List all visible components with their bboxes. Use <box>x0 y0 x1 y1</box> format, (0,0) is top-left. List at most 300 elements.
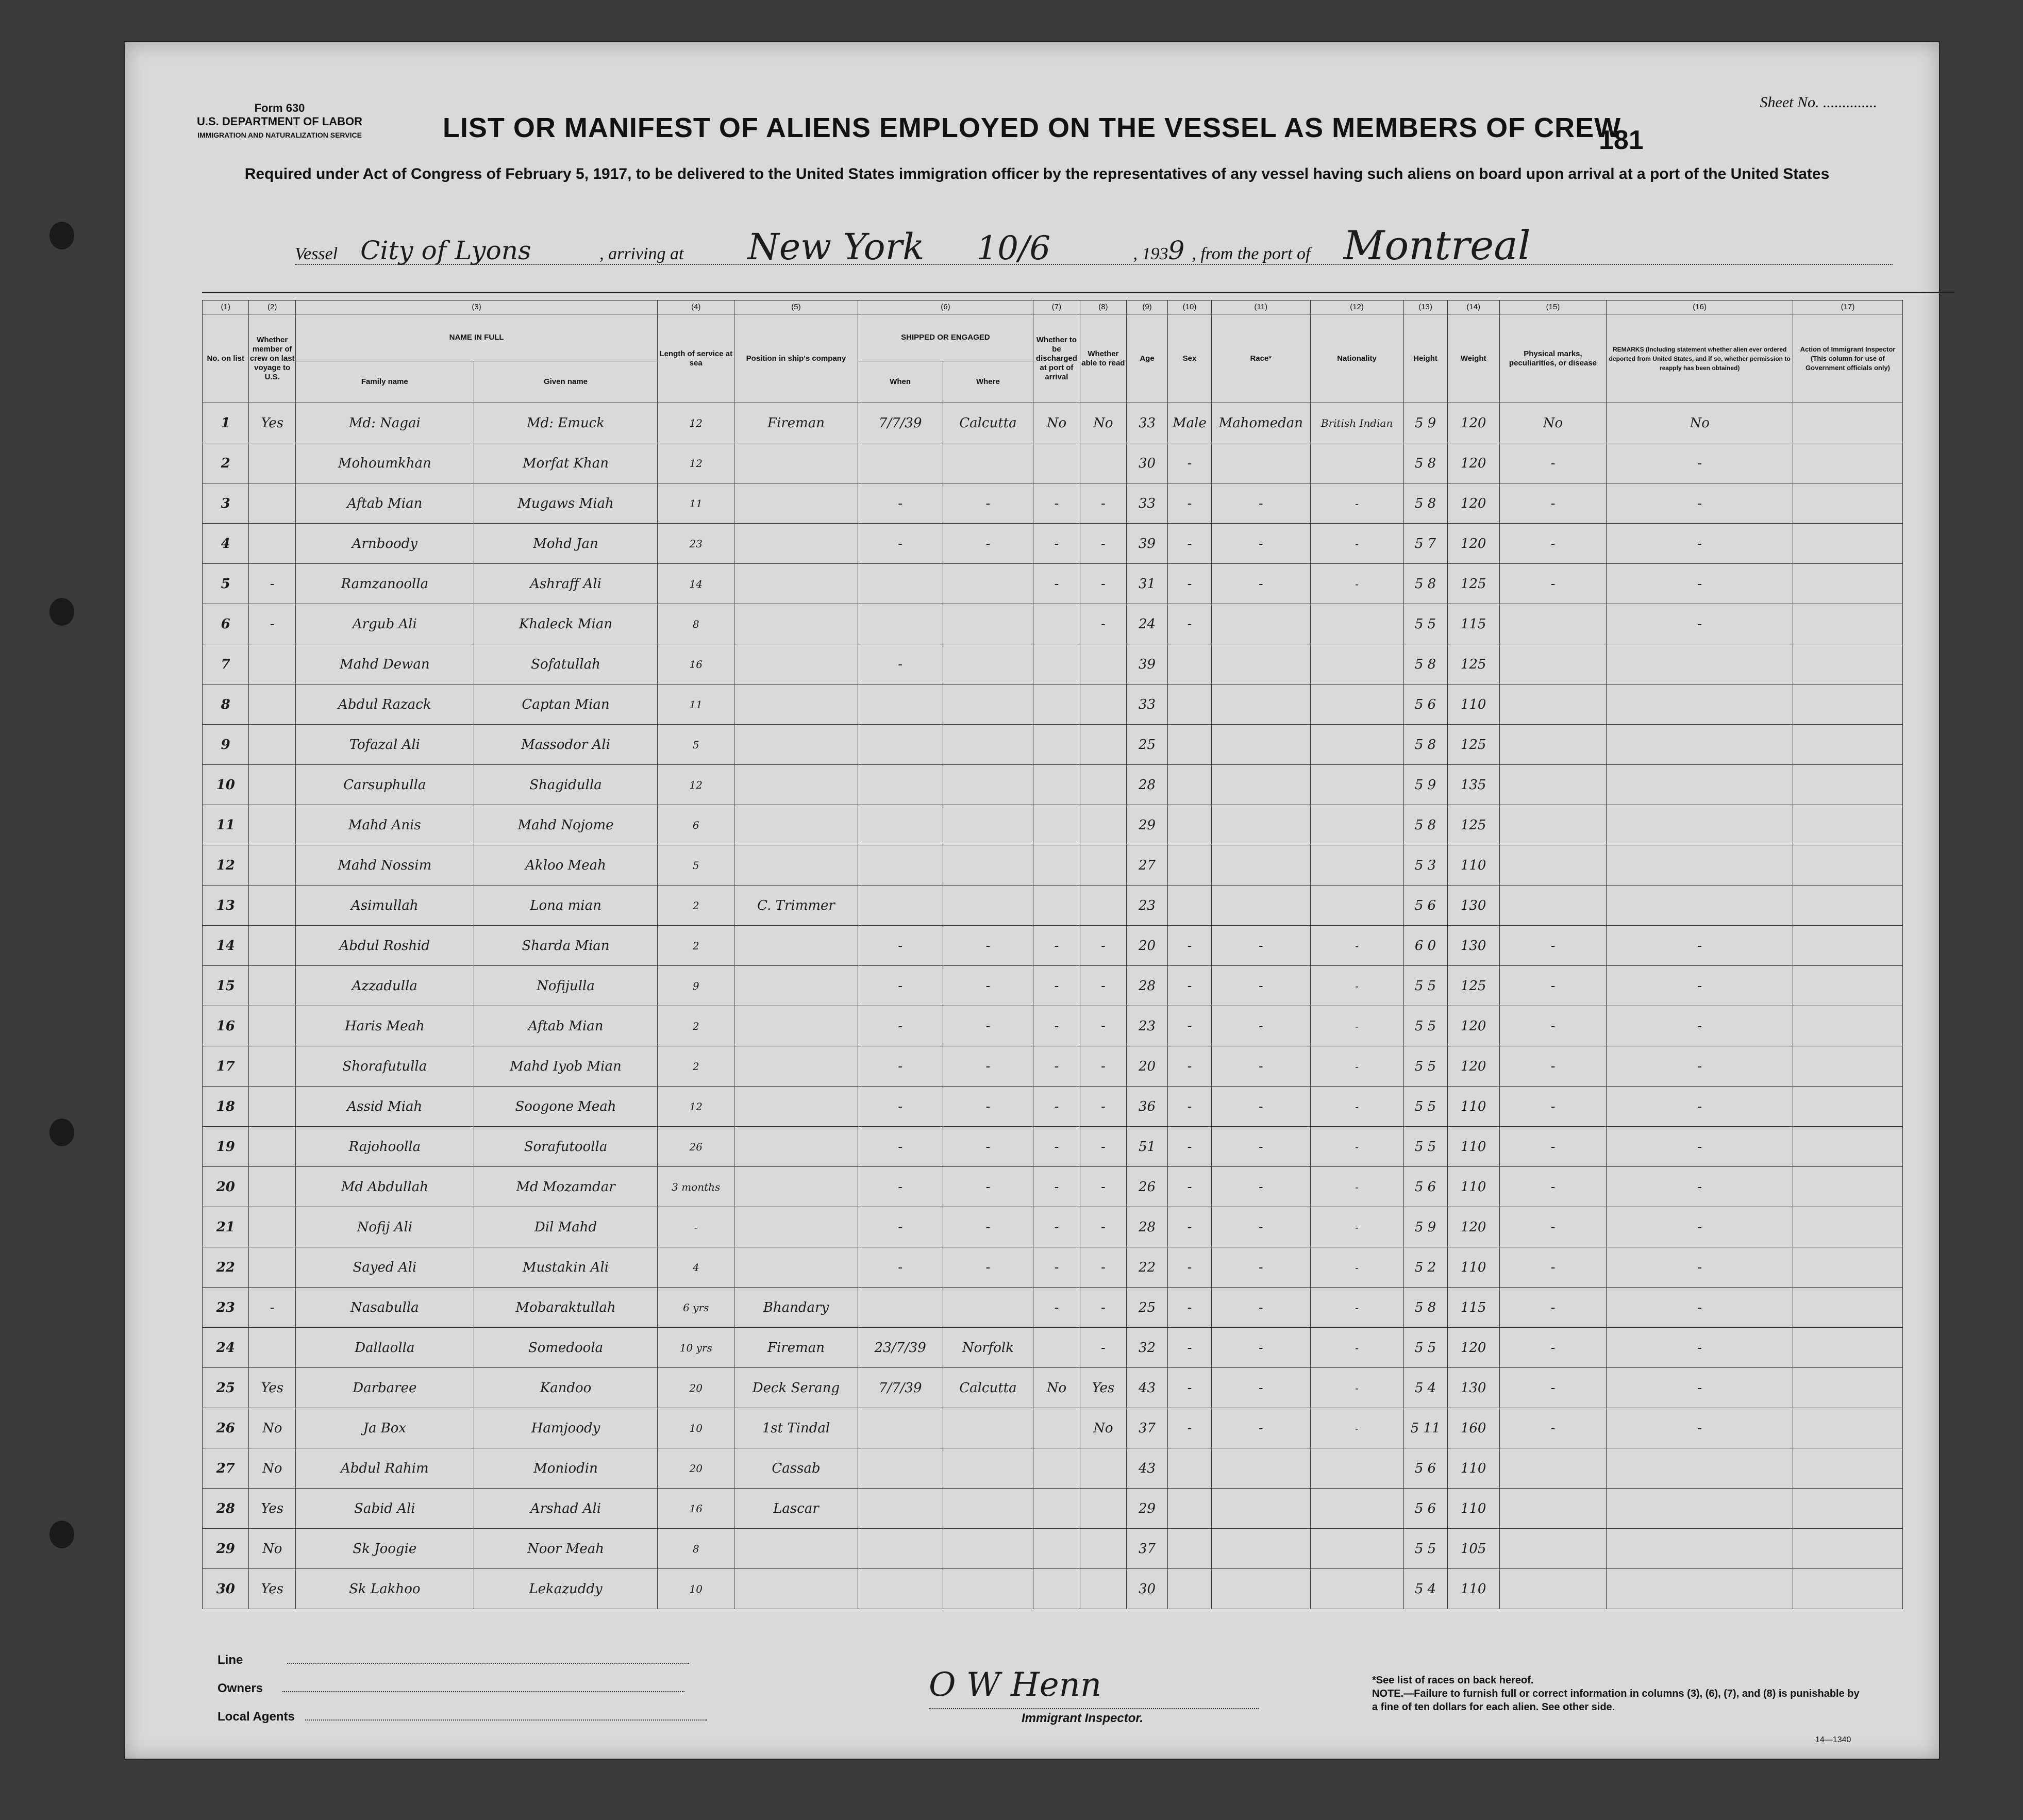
given-name-cell: Noor Meah <box>474 1529 658 1569</box>
table-row <box>203 1167 1903 1207</box>
physical-marks-cell: - <box>1499 1006 1607 1046</box>
binder-hole <box>49 1521 74 1548</box>
shipped-where-cell <box>943 564 1033 604</box>
weight-cell: 130 <box>1447 886 1499 926</box>
physical-marks-cell <box>1499 604 1607 644</box>
physical-marks-cell: - <box>1499 1368 1607 1408</box>
table-row <box>203 1006 1903 1046</box>
discharged-cell <box>1033 765 1080 805</box>
inspector-action-cell <box>1793 1046 1903 1087</box>
shipped-where-cell <box>943 1448 1033 1489</box>
weight-cell: 110 <box>1447 1167 1499 1207</box>
table-row <box>203 644 1903 684</box>
last-voyage-cell <box>249 443 295 483</box>
remarks-cell: - <box>1607 564 1793 604</box>
sex-cell: - <box>1167 1087 1211 1127</box>
discharged-cell <box>1033 725 1080 765</box>
family-name-cell: Sayed Ali <box>295 1247 474 1288</box>
header-inspector-action: Action of Immigrant Inspector (This column for use of Government officials only) <box>1793 314 1903 403</box>
shipped-when-cell <box>858 1288 943 1328</box>
nationality-cell <box>1310 725 1403 765</box>
shipped-where-cell: - <box>943 926 1033 966</box>
last-voyage-cell: No <box>249 1529 295 1569</box>
weight-cell: 110 <box>1447 845 1499 886</box>
remarks-cell: - <box>1607 1127 1793 1167</box>
race-cell <box>1212 765 1311 805</box>
able-to-read-cell: - <box>1080 1167 1126 1207</box>
inspector-action-cell <box>1793 765 1903 805</box>
length-of-service-cell: 12 <box>658 1087 734 1127</box>
remarks-cell <box>1607 644 1793 684</box>
discharged-cell: No <box>1033 1368 1080 1408</box>
row-number: 10 <box>203 765 249 805</box>
age-cell: 23 <box>1127 886 1168 926</box>
row-number: 21 <box>203 1207 249 1247</box>
family-name-cell: Nasabulla <box>295 1288 474 1328</box>
nationality-cell: - <box>1310 966 1403 1006</box>
shipped-where-cell <box>943 1569 1033 1609</box>
vessel-line <box>295 223 1893 269</box>
given-name-cell: Captan Mian <box>474 684 658 725</box>
weight-cell: 120 <box>1447 524 1499 564</box>
family-name-cell: Arnboody <box>295 524 474 564</box>
family-name-cell: Asimullah <box>295 886 474 926</box>
age-cell: 28 <box>1127 765 1168 805</box>
physical-marks-cell: - <box>1499 524 1607 564</box>
height-cell: 5 6 <box>1403 1448 1447 1489</box>
height-cell: 5 3 <box>1403 845 1447 886</box>
position-cell <box>734 1247 858 1288</box>
race-cell <box>1212 886 1311 926</box>
height-cell: 5 2 <box>1403 1247 1447 1288</box>
shipped-when-cell: - <box>858 1247 943 1288</box>
given-name-cell: Hamjoody <box>474 1408 658 1448</box>
header-name-in-full: NAME IN FULL <box>295 314 657 361</box>
shipped-when-cell <box>858 1489 943 1529</box>
row-number: 17 <box>203 1046 249 1087</box>
remarks-cell: - <box>1607 604 1793 644</box>
col-num-9: (9) <box>1127 300 1168 314</box>
col-num-8: (8) <box>1080 300 1126 314</box>
col-num-13: (13) <box>1403 300 1447 314</box>
race-cell: - <box>1212 1087 1311 1127</box>
header-race: Race* <box>1212 314 1311 403</box>
age-cell: 39 <box>1127 644 1168 684</box>
height-cell: 5 5 <box>1403 1046 1447 1087</box>
remarks-cell: - <box>1607 966 1793 1006</box>
departure-port: Montreal <box>1343 223 1531 269</box>
given-name-cell: Morfat Khan <box>474 443 658 483</box>
able-to-read-cell: - <box>1080 1328 1126 1368</box>
position-cell <box>734 483 858 524</box>
remarks-cell <box>1607 725 1793 765</box>
table-row <box>203 805 1903 845</box>
length-of-service-cell: 10 <box>658 1408 734 1448</box>
weight-cell: 120 <box>1447 1328 1499 1368</box>
race-cell: - <box>1212 1046 1311 1087</box>
age-cell: 29 <box>1127 1489 1168 1529</box>
stamp-number: 181 <box>1599 125 1644 155</box>
weight-cell: 110 <box>1447 1087 1499 1127</box>
sex-cell: - <box>1167 1046 1211 1087</box>
race-cell: Mahomedan <box>1212 403 1311 443</box>
inspector-action-cell <box>1793 1006 1903 1046</box>
owners-label: Owners <box>218 1681 263 1695</box>
shipped-where-cell: - <box>943 524 1033 564</box>
physical-marks-cell <box>1499 644 1607 684</box>
age-cell: 22 <box>1127 1247 1168 1288</box>
height-cell: 5 5 <box>1403 604 1447 644</box>
col-num-4: (4) <box>658 300 734 314</box>
remarks-cell <box>1607 1529 1793 1569</box>
shipped-where-cell <box>943 765 1033 805</box>
last-voyage-cell <box>249 966 295 1006</box>
family-name-cell: Azzadulla <box>295 966 474 1006</box>
able-to-read-cell: Yes <box>1080 1368 1126 1408</box>
crew-manifest-table <box>202 300 1903 1609</box>
position-cell <box>734 1569 858 1609</box>
last-voyage-cell: No <box>249 1448 295 1489</box>
sex-cell <box>1167 1489 1211 1529</box>
shipped-where-cell: Norfolk <box>943 1328 1033 1368</box>
row-number: 1 <box>203 403 249 443</box>
position-cell <box>734 644 858 684</box>
family-name-cell: Dallaolla <box>295 1328 474 1368</box>
sex-cell: - <box>1167 1328 1211 1368</box>
last-voyage-cell <box>249 1087 295 1127</box>
family-name-cell: Md: Nagai <box>295 403 474 443</box>
length-of-service-cell: 4 <box>658 1247 734 1288</box>
binder-hole <box>49 222 74 249</box>
position-cell: Fireman <box>734 403 858 443</box>
family-name-cell: Haris Meah <box>295 1006 474 1046</box>
row-number: 12 <box>203 845 249 886</box>
row-number: 7 <box>203 644 249 684</box>
discharged-cell <box>1033 1448 1080 1489</box>
position-cell: Deck Serang <box>734 1368 858 1408</box>
shipped-when-cell: - <box>858 1127 943 1167</box>
weight-cell: 125 <box>1447 644 1499 684</box>
year-digit: 9 <box>1168 236 1185 265</box>
remarks-cell: - <box>1607 443 1793 483</box>
age-cell: 31 <box>1127 564 1168 604</box>
shipped-where-cell: - <box>943 1127 1033 1167</box>
weight-cell: 120 <box>1447 1006 1499 1046</box>
nationality-cell: - <box>1310 483 1403 524</box>
agents-input-line <box>305 1719 707 1721</box>
col-num-1: (1) <box>203 300 249 314</box>
height-cell: 5 5 <box>1403 1328 1447 1368</box>
position-cell <box>734 1529 858 1569</box>
remarks-cell: - <box>1607 926 1793 966</box>
height-cell: 5 9 <box>1403 403 1447 443</box>
race-cell <box>1212 604 1311 644</box>
shipped-where-cell: - <box>943 483 1033 524</box>
physical-marks-cell: No <box>1499 403 1607 443</box>
discharged-cell <box>1033 845 1080 886</box>
header-sex: Sex <box>1167 314 1211 403</box>
race-cell <box>1212 1489 1311 1529</box>
physical-marks-cell: - <box>1499 926 1607 966</box>
row-number: 4 <box>203 524 249 564</box>
col-num-3: (3) <box>295 300 657 314</box>
height-cell: 5 6 <box>1403 886 1447 926</box>
position-cell: C. Trimmer <box>734 886 858 926</box>
weight-cell: 110 <box>1447 1247 1499 1288</box>
nationality-cell: - <box>1310 1167 1403 1207</box>
last-voyage-cell <box>249 1167 295 1207</box>
row-number: 5 <box>203 564 249 604</box>
nationality-cell: - <box>1310 1006 1403 1046</box>
discharged-cell <box>1033 644 1080 684</box>
physical-marks-cell: - <box>1499 966 1607 1006</box>
row-number: 24 <box>203 1328 249 1368</box>
given-name-cell: Soogone Meah <box>474 1087 658 1127</box>
shipped-where-cell <box>943 1489 1033 1529</box>
position-cell <box>734 805 858 845</box>
sex-cell <box>1167 765 1211 805</box>
col-num-11: (11) <box>1212 300 1311 314</box>
table-row <box>203 845 1903 886</box>
shipped-where-cell <box>943 845 1033 886</box>
discharged-cell: - <box>1033 1207 1080 1247</box>
able-to-read-cell: - <box>1080 1247 1126 1288</box>
length-of-service-cell: 26 <box>658 1127 734 1167</box>
table-row <box>203 1087 1903 1127</box>
given-name-cell: Lona mian <box>474 886 658 926</box>
binder-hole <box>49 598 74 626</box>
col-num-5: (5) <box>734 300 858 314</box>
family-name-cell: Shorafutulla <box>295 1046 474 1087</box>
height-cell: 5 9 <box>1403 1207 1447 1247</box>
given-name-cell: Mugaws Miah <box>474 483 658 524</box>
col-num-16: (16) <box>1607 300 1793 314</box>
discharged-cell: - <box>1033 1006 1080 1046</box>
race-cell: - <box>1212 1408 1311 1448</box>
nationality-cell <box>1310 765 1403 805</box>
row-number: 27 <box>203 1448 249 1489</box>
age-cell: 36 <box>1127 1087 1168 1127</box>
shipped-when-cell: - <box>858 1046 943 1087</box>
nationality-cell: - <box>1310 1328 1403 1368</box>
remarks-cell: - <box>1607 1328 1793 1368</box>
nationality-cell <box>1310 684 1403 725</box>
remarks-cell: - <box>1607 1207 1793 1247</box>
given-name-cell: Sorafutoolla <box>474 1127 658 1167</box>
able-to-read-cell <box>1080 886 1126 926</box>
length-of-service-cell: 3 months <box>658 1167 734 1207</box>
last-voyage-cell <box>249 644 295 684</box>
age-cell: 26 <box>1127 1167 1168 1207</box>
header-rule <box>202 292 1954 293</box>
row-number: 22 <box>203 1247 249 1288</box>
vessel-name: City of Lyons <box>360 236 531 265</box>
given-name-cell: Sharda Mian <box>474 926 658 966</box>
able-to-read-cell <box>1080 765 1126 805</box>
physical-marks-cell <box>1499 1569 1607 1609</box>
given-name-cell: Arshad Ali <box>474 1489 658 1529</box>
header-where: Where <box>943 361 1033 403</box>
inspector-action-cell <box>1793 443 1903 483</box>
able-to-read-cell: - <box>1080 1006 1126 1046</box>
remarks-cell: - <box>1607 483 1793 524</box>
header-discharged: Whether to be discharged at port of arrival <box>1033 314 1080 403</box>
sheet-number: Sheet No. .............. <box>1760 94 1877 111</box>
column-number-row <box>203 300 1903 314</box>
weight-cell: 110 <box>1447 1127 1499 1167</box>
given-name-cell: Massodor Ali <box>474 725 658 765</box>
family-name-cell: Abdul Razack <box>295 684 474 725</box>
row-number: 2 <box>203 443 249 483</box>
physical-marks-cell: - <box>1499 1328 1607 1368</box>
inspector-action-cell <box>1793 805 1903 845</box>
shipped-when-cell <box>858 564 943 604</box>
shipped-where-cell: - <box>943 966 1033 1006</box>
race-cell <box>1212 684 1311 725</box>
last-voyage-cell <box>249 725 295 765</box>
physical-marks-cell: - <box>1499 1288 1607 1328</box>
table-row <box>203 403 1903 443</box>
age-cell: 28 <box>1127 1207 1168 1247</box>
line-label: Line <box>218 1653 243 1667</box>
family-name-cell: Sabid Ali <box>295 1489 474 1529</box>
given-name-cell: Lekazuddy <box>474 1569 658 1609</box>
weight-cell: 105 <box>1447 1529 1499 1569</box>
department-name: U.S. DEPARTMENT OF LABOR <box>197 115 363 128</box>
race-cell: - <box>1212 1368 1311 1408</box>
col-num-12: (12) <box>1310 300 1403 314</box>
position-cell <box>734 443 858 483</box>
height-cell: 5 6 <box>1403 1167 1447 1207</box>
position-cell <box>734 845 858 886</box>
remarks-cell <box>1607 684 1793 725</box>
age-cell: 43 <box>1127 1448 1168 1489</box>
height-cell: 5 8 <box>1403 805 1447 845</box>
height-cell: 5 8 <box>1403 1288 1447 1328</box>
position-cell <box>734 524 858 564</box>
physical-marks-cell <box>1499 765 1607 805</box>
weight-cell: 120 <box>1447 1207 1499 1247</box>
family-name-cell: Mohoumkhan <box>295 443 474 483</box>
position-cell <box>734 684 858 725</box>
discharged-cell: No <box>1033 403 1080 443</box>
inspector-action-cell <box>1793 1328 1903 1368</box>
age-cell: 51 <box>1127 1127 1168 1167</box>
sex-cell: - <box>1167 1006 1211 1046</box>
header-able-to-read: Whether able to read <box>1080 314 1126 403</box>
family-name-cell: Ramzanoolla <box>295 564 474 604</box>
discharged-cell <box>1033 1569 1080 1609</box>
height-cell: 5 8 <box>1403 483 1447 524</box>
sex-cell: - <box>1167 1288 1211 1328</box>
age-cell: 37 <box>1127 1408 1168 1448</box>
discharged-cell: - <box>1033 1127 1080 1167</box>
last-voyage-cell <box>249 1328 295 1368</box>
weight-cell: 125 <box>1447 805 1499 845</box>
able-to-read-cell: - <box>1080 604 1126 644</box>
weight-cell: 120 <box>1447 443 1499 483</box>
shipped-when-cell: 23/7/39 <box>858 1328 943 1368</box>
family-name-cell: Carsuphulla <box>295 765 474 805</box>
sex-cell <box>1167 1529 1211 1569</box>
last-voyage-cell <box>249 845 295 886</box>
table-row <box>203 1408 1903 1448</box>
table-row <box>203 684 1903 725</box>
remarks-cell <box>1607 805 1793 845</box>
age-cell: 25 <box>1127 1288 1168 1328</box>
length-of-service-cell: 16 <box>658 1489 734 1529</box>
inspector-action-cell <box>1793 1448 1903 1489</box>
family-name-cell: Mahd Anis <box>295 805 474 845</box>
length-of-service-cell: 14 <box>658 564 734 604</box>
able-to-read-cell <box>1080 1489 1126 1529</box>
last-voyage-cell: Yes <box>249 403 295 443</box>
weight-cell: 120 <box>1447 483 1499 524</box>
inspector-action-cell <box>1793 1569 1903 1609</box>
header-nationality: Nationality <box>1310 314 1403 403</box>
given-name-cell: Akloo Meah <box>474 845 658 886</box>
position-cell <box>734 604 858 644</box>
able-to-read-cell <box>1080 1448 1126 1489</box>
inspector-action-cell <box>1793 966 1903 1006</box>
inspector-action-cell <box>1793 1408 1903 1448</box>
row-number: 30 <box>203 1569 249 1609</box>
race-cell <box>1212 443 1311 483</box>
length-of-service-cell: 20 <box>658 1368 734 1408</box>
header-remarks: REMARKS (Including statement whether alien ever ordered deported from United States, and if so, whether permission to reapply has been obtained) <box>1607 314 1793 403</box>
given-name-cell: Mahd Nojome <box>474 805 658 845</box>
shipped-where-cell <box>943 1529 1033 1569</box>
header-group-row <box>203 314 1903 361</box>
inspector-action-cell <box>1793 604 1903 644</box>
sex-cell: - <box>1167 1408 1211 1448</box>
shipped-when-cell <box>858 443 943 483</box>
height-cell: 5 5 <box>1403 1087 1447 1127</box>
physical-marks-cell: - <box>1499 483 1607 524</box>
table-row <box>203 443 1903 483</box>
shipped-where-cell <box>943 725 1033 765</box>
discharged-cell: - <box>1033 966 1080 1006</box>
inspector-action-cell <box>1793 1489 1903 1529</box>
sex-cell: - <box>1167 483 1211 524</box>
discharged-cell: - <box>1033 1247 1080 1288</box>
nationality-cell <box>1310 845 1403 886</box>
inspector-action-cell <box>1793 1247 1903 1288</box>
length-of-service-cell: 20 <box>658 1448 734 1489</box>
shipped-where-cell <box>943 443 1033 483</box>
col-num-6: (6) <box>858 300 1033 314</box>
race-cell: - <box>1212 1207 1311 1247</box>
discharged-cell <box>1033 886 1080 926</box>
shipped-when-cell: - <box>858 966 943 1006</box>
shipped-where-cell: - <box>943 1247 1033 1288</box>
discharged-cell <box>1033 684 1080 725</box>
remarks-cell: - <box>1607 1368 1793 1408</box>
age-cell: 30 <box>1127 1569 1168 1609</box>
sex-cell: - <box>1167 1247 1211 1288</box>
sex-cell: Male <box>1167 403 1211 443</box>
weight-cell: 125 <box>1447 966 1499 1006</box>
last-voyage-cell <box>249 483 295 524</box>
able-to-read-cell: - <box>1080 1207 1126 1247</box>
height-cell: 5 7 <box>1403 524 1447 564</box>
discharged-cell: - <box>1033 926 1080 966</box>
given-name-cell: Md: Emuck <box>474 403 658 443</box>
last-voyage-cell <box>249 524 295 564</box>
family-name-cell: Abdul Roshid <box>295 926 474 966</box>
remarks-cell: - <box>1607 1046 1793 1087</box>
last-voyage-cell <box>249 926 295 966</box>
